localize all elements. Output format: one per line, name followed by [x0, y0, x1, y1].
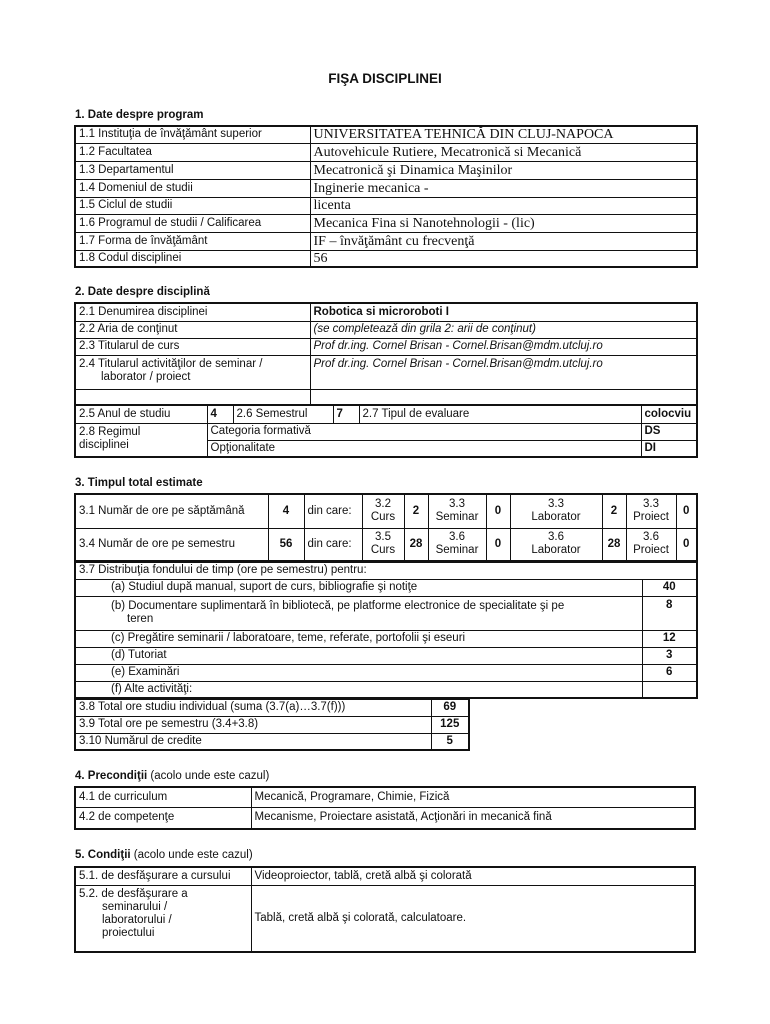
course-label: Curs: [370, 511, 396, 524]
course-code: 3.5: [375, 531, 391, 544]
table-row: [75, 143, 697, 161]
row-label: 1.7 Forma de învăţământ: [75, 232, 310, 250]
row-label: 1.1 Instituţia de învăţământ superior: [75, 126, 310, 143]
total-label: 3.10 Numărul de credite: [75, 733, 431, 750]
precondition-label: 4.2 de competenţe: [75, 807, 251, 829]
distribution-label-line2: teren: [127, 613, 154, 625]
lab-cell: [510, 494, 602, 528]
course-holder-value: Prof dr.ing. Cornel Brisan - Cornel.Brisan@mdm.utcluj.ro: [310, 338, 697, 355]
table-row: [75, 355, 697, 389]
semester-hours-value: 56: [268, 528, 304, 561]
lab-conditions-label-line1: 5.2. de desfăşurare a: [79, 887, 188, 900]
total-label: 3.9 Total ore pe semestru (3.4+3.8): [75, 716, 431, 733]
table-row: [75, 303, 697, 321]
table-row: [75, 699, 469, 716]
year-value: 4: [207, 405, 233, 423]
row-value: licenta: [310, 197, 697, 214]
table-row: [75, 733, 469, 750]
table-row: [75, 716, 469, 733]
distribution-label: [75, 596, 642, 630]
section-4-heading: [75, 770, 269, 782]
distribution-label: (d) Tutoriat: [75, 647, 642, 664]
project-hours: 0: [676, 494, 697, 528]
seminar-holder-label-line1: 2.4 Titularul activităţilor de seminar /: [79, 357, 263, 370]
page-title: FIŞA DISCIPLINEI: [328, 71, 442, 86]
distribution-value: 12: [642, 630, 697, 647]
lab-conditions-label-line3: laboratorului /: [102, 913, 172, 926]
total-value: 5: [431, 733, 469, 750]
table-row: [75, 250, 697, 267]
distribution-label: (e) Examinări: [75, 664, 642, 681]
precondition-label: 4.1 de curriculum: [75, 787, 251, 807]
course-holder-label: 2.3 Titularul de curs: [75, 338, 310, 355]
lab-code: 3.6: [548, 531, 564, 544]
lab-conditions-label-line2: seminarului /: [102, 900, 168, 913]
total-value: 69: [431, 699, 469, 716]
course-cell: [362, 528, 404, 561]
course-cell: [362, 494, 404, 528]
distribution-label: (c) Pregătire seminarii / laboratoare, teme, referate, portofolii şi eseuri: [75, 630, 642, 647]
row-label: 1.4 Domeniul de studii: [75, 179, 310, 197]
row-value: Inginerie mecanica -: [310, 179, 697, 197]
row-label: 1.5 Ciclul de studii: [75, 197, 310, 214]
table-row: [75, 807, 695, 829]
table-row: [75, 579, 697, 596]
regime-label-line1: 2.8 Regimul: [79, 425, 141, 438]
precondition-value: Mecanică, Programare, Chimie, Fizică: [251, 787, 695, 807]
distribution-label: (f) Alte activităţi:: [75, 681, 642, 698]
time-distribution-table: [74, 561, 698, 699]
table-row: [75, 161, 697, 179]
course-hours: 2: [404, 494, 428, 528]
table-row: [75, 214, 697, 232]
total-value: 125: [431, 716, 469, 733]
project-cell: [626, 494, 676, 528]
seminar-hours: 0: [486, 494, 510, 528]
semester-value: 7: [333, 405, 359, 423]
lab-conditions-label: [75, 885, 251, 952]
seminar-code: 3.3: [449, 498, 465, 511]
optionality-value: DI: [641, 440, 697, 457]
evaluation-value: colocviu: [641, 405, 697, 423]
discipline-name-label: 2.1 Denumirea disciplinei: [75, 303, 310, 321]
distribution-value: 8: [642, 596, 697, 630]
seminar-holder-label-line2: laborator / proiect: [101, 370, 191, 383]
row-value: Autovehicule Rutiere, Mecatronică si Mecanică: [310, 143, 697, 161]
project-label: Proiect: [633, 511, 669, 524]
section-4-heading-note: (acolo unde este cazul): [147, 770, 270, 782]
evaluation-label: 2.7 Tipul de evaluare: [359, 405, 641, 423]
table-row: [75, 528, 697, 561]
optionality-label: Opţionalitate: [207, 440, 641, 457]
section-5-heading-note: (acolo unde este cazul): [130, 849, 253, 861]
row-label: 1.6 Programul de studii / Calificarea: [75, 214, 310, 232]
row-value: Mecanica Fina si Nanotehnologii - (lic): [310, 214, 697, 232]
total-label: 3.8 Total ore studiu individual (suma (3.7(a)…3.7(f))): [75, 699, 431, 716]
lab-label: Laborator: [531, 511, 581, 524]
table-row: [75, 423, 697, 440]
table-row: [75, 787, 695, 807]
conditions-table: [74, 866, 696, 953]
seminar-label: Seminar: [435, 511, 479, 524]
seminar-code: 3.6: [449, 531, 465, 544]
section-5-heading-bold: 5. Condiţii: [75, 849, 131, 861]
lab-hours: 2: [602, 494, 626, 528]
row-label: 1.8 Codul disciplinei: [75, 250, 310, 267]
seminar-holder-value: Prof dr.ing. Cornel Brisan - Cornel.Brisan@mdm.utcluj.ro: [310, 355, 697, 389]
table-row: [75, 197, 697, 214]
table-row: [75, 126, 697, 143]
row-value: Mecatronică şi Dinamica Maşinilor: [310, 161, 697, 179]
table-row: [75, 179, 697, 197]
regime-label-line2: disciplinei: [79, 438, 129, 451]
table-row: [75, 405, 697, 423]
preconditions-table: [74, 786, 696, 830]
table-row: [75, 596, 697, 630]
section-4-heading-bold: 4. Precondiţii: [75, 770, 148, 782]
formative-category-value: DS: [641, 423, 697, 440]
lab-code: 3.3: [548, 498, 564, 511]
program-table: [74, 125, 698, 268]
table-row: [75, 885, 695, 952]
hours-table: [74, 493, 698, 562]
table-row: [75, 647, 697, 664]
course-code: 3.2: [375, 498, 391, 511]
table-row: [75, 321, 697, 338]
semester-label: 2.6 Semestrul: [233, 405, 333, 423]
spacer-cell: [310, 389, 697, 405]
lab-hours: 28: [602, 528, 626, 561]
distribution-value: 3: [642, 647, 697, 664]
section-5-heading: [75, 849, 253, 861]
seminar-label: Seminar: [435, 544, 479, 557]
spacer-cell: [75, 389, 310, 405]
discipline-table: [74, 302, 698, 406]
table-row: [75, 630, 697, 647]
row-value: UNIVERSITATEA TEHNICĂ DIN CLUJ-NAPOCA: [310, 126, 697, 143]
distribution-value: 6: [642, 664, 697, 681]
table-row: [75, 562, 697, 579]
distribution-value: 40: [642, 579, 697, 596]
project-cell: [626, 528, 676, 561]
course-label: Curs: [370, 544, 396, 557]
row-label: 1.3 Departamentul: [75, 161, 310, 179]
lab-conditions-value: Tablă, cretă albă şi colorată, calculatoare.: [251, 885, 695, 952]
weekly-hours-label: 3.1 Număr de ore pe săptămână: [75, 494, 268, 528]
course-hours: 28: [404, 528, 428, 561]
distribution-value: [642, 681, 697, 698]
table-row: [75, 232, 697, 250]
seminar-holder-label: [75, 355, 310, 389]
table-row: [75, 681, 697, 698]
project-label: Proiect: [633, 544, 669, 557]
course-conditions-value: Videoproiector, tablă, cretă albă şi colorată: [251, 867, 695, 885]
seminar-hours: 0: [486, 528, 510, 561]
regime-label: [75, 423, 207, 457]
row-label: 1.2 Facultatea: [75, 143, 310, 161]
row-value: 56: [310, 250, 697, 267]
table-row: [75, 664, 697, 681]
discipline-name-value: Robotica si microroboti I: [310, 303, 697, 321]
lab-label: Laborator: [531, 544, 581, 557]
section-3-heading: 3. Timpul total estimate: [75, 477, 203, 489]
weekly-hours-value: 4: [268, 494, 304, 528]
content-area-label: 2.2 Aria de conţinut: [75, 321, 310, 338]
project-code: 3.3: [643, 498, 659, 511]
of-which-label: din care:: [304, 528, 362, 561]
distribution-heading: 3.7 Distribuţia fondului de timp (ore pe semestru) pentru:: [75, 562, 697, 579]
table-row: [75, 867, 695, 885]
seminar-cell: [428, 528, 486, 561]
lab-conditions-label-line4: proiectului: [102, 926, 155, 939]
distribution-label-line1: (b) Documentare suplimentară în bibliotecă, pe platforme electronice de specialitate şi pe: [111, 600, 565, 612]
table-row: [75, 389, 697, 405]
formative-category-label: Categoria formativă: [207, 423, 641, 440]
discipline-meta-table: [74, 404, 698, 458]
course-conditions-label: 5.1. de desfăşurare a cursului: [75, 867, 251, 885]
project-hours: 0: [676, 528, 697, 561]
precondition-value: Mecanisme, Proiectare asistată, Acţionări in mecanică fină: [251, 807, 695, 829]
of-which-label: din care:: [304, 494, 362, 528]
table-row: [75, 494, 697, 528]
content-area-value: (se completează din grila 2: arii de conţinut): [310, 321, 697, 338]
semester-hours-label: 3.4 Număr de ore pe semestru: [75, 528, 268, 561]
lab-cell: [510, 528, 602, 561]
distribution-label: (a) Studiul după manual, suport de curs, bibliografie şi notiţe: [75, 579, 642, 596]
row-value: IF – învăţământ cu frecvenţă: [310, 232, 697, 250]
table-row: [75, 338, 697, 355]
section-2-heading: 2. Date despre disciplină: [75, 286, 210, 298]
section-1-heading: 1. Date despre program: [75, 109, 204, 121]
seminar-cell: [428, 494, 486, 528]
totals-table: [74, 698, 470, 751]
project-code: 3.6: [643, 531, 659, 544]
year-label: 2.5 Anul de studiu: [75, 405, 207, 423]
